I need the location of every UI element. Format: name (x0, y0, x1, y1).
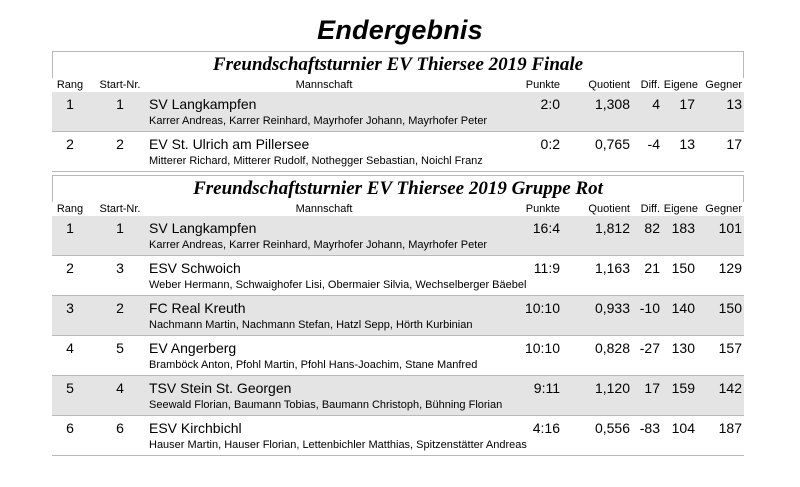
own-score: 130 (671, 340, 695, 356)
own-score: 150 (671, 260, 695, 276)
own-score: 183 (671, 220, 695, 236)
own-score: 104 (671, 420, 695, 436)
column-header-row (52, 78, 744, 92)
table-row (52, 216, 744, 256)
difference: 17 (644, 380, 660, 396)
opponent-score: 129 (718, 260, 742, 276)
player-list: Mitterer Richard, Mitterer Rudolf, Nothegger Sebastian, Noichl Franz (149, 155, 483, 167)
difference: -10 (639, 300, 660, 316)
difference: -4 (647, 136, 660, 152)
start-number: 3 (116, 260, 124, 276)
start-number: 2 (116, 300, 124, 316)
points: 10:10 (524, 340, 560, 356)
header-gegner: Gegner (705, 79, 742, 91)
team-name: TSV Stein St. Georgen (149, 380, 292, 396)
opponent-score: 150 (718, 300, 742, 316)
section-title: Freundschaftsturnier EV Thiersee 2019 Finale (52, 51, 744, 78)
difference: 21 (644, 260, 660, 276)
team-name: ESV Kirchbichl (149, 420, 242, 436)
header-eigene: Eigene (663, 203, 698, 215)
team-name: SV Langkampfen (149, 220, 257, 236)
rank: 2 (66, 136, 74, 152)
points: 9:11 (533, 380, 560, 396)
start-number: 4 (116, 380, 124, 396)
rank: 1 (66, 220, 74, 236)
points: 2:0 (540, 96, 560, 112)
start-number: 5 (116, 340, 124, 356)
header-eigene: Eigene (663, 79, 698, 91)
difference: -83 (639, 420, 660, 436)
start-number: 1 (116, 96, 124, 112)
team-name: FC Real Kreuth (149, 300, 246, 316)
section-finale (52, 51, 744, 172)
start-number: 6 (116, 420, 124, 436)
quotient: 0,765 (594, 136, 630, 152)
rank: 2 (66, 260, 74, 276)
quotient: 1,812 (594, 220, 630, 236)
start-number: 2 (116, 136, 124, 152)
table-row (52, 296, 744, 336)
column-header-row (52, 202, 744, 216)
player-list: Bramböck Anton, Pfohl Martin, Pfohl Hans-Joachim, Stane Manfred (149, 359, 478, 371)
team-name: EV St. Ulrich am Pillersee (149, 136, 310, 152)
table-row (52, 132, 744, 172)
header-mannschaft: Mannschaft (295, 79, 353, 91)
section-title: Freundschaftsturnier EV Thiersee 2019 Gruppe Rot (52, 175, 744, 202)
table-row (52, 256, 744, 296)
rank: 3 (66, 300, 74, 316)
header-diff: Diff. (640, 203, 660, 215)
difference: 4 (652, 96, 660, 112)
player-list: Weber Hermann, Schwaighofer Lisi, Obermaier Silvia, Wechselberger Bäebel (149, 279, 527, 291)
rank: 1 (66, 96, 74, 112)
start-number: 1 (116, 220, 124, 236)
header-quotient: Quotient (588, 203, 630, 215)
player-list: Nachmann Martin, Nachmann Stefan, Hatzl Sepp, Hörth Kurbinian (149, 319, 473, 331)
header-gegner: Gegner (705, 203, 742, 215)
own-score: 13 (679, 136, 695, 152)
quotient: 1,163 (594, 260, 630, 276)
rank: 5 (66, 380, 74, 396)
quotient: 1,120 (594, 380, 630, 396)
rank: 4 (66, 340, 74, 356)
own-score: 140 (671, 300, 695, 316)
opponent-score: 157 (718, 340, 742, 356)
rank: 6 (66, 420, 74, 436)
header-rang: Rang (56, 79, 84, 91)
page-title: Endergebnis (317, 15, 483, 45)
points: 16:4 (532, 220, 560, 236)
quotient: 1,308 (594, 96, 630, 112)
opponent-score: 17 (726, 136, 742, 152)
difference: -27 (639, 340, 660, 356)
header-start-nr: Start-Nr. (99, 79, 141, 91)
table-row (52, 336, 744, 376)
opponent-score: 13 (726, 96, 742, 112)
player-list: Karrer Andreas, Karrer Reinhard, Mayrhofer Johann, Mayrhofer Peter (149, 239, 488, 251)
team-name: ESV Schwoich (149, 260, 241, 276)
header-rang: Rang (56, 203, 84, 215)
points: 4:16 (532, 420, 560, 436)
player-list: Hauser Martin, Hauser Florian, Lettenbichler Matthias, Spitzenstätter Andreas (149, 439, 527, 451)
quotient: 0,933 (594, 300, 630, 316)
points: 0:2 (540, 136, 560, 152)
points: 11:9 (533, 260, 560, 276)
points: 10:10 (524, 300, 560, 316)
opponent-score: 187 (718, 420, 742, 436)
table-row (52, 92, 744, 132)
header-punkte: Punkte (525, 79, 560, 91)
header-quotient: Quotient (588, 79, 630, 91)
opponent-score: 142 (718, 380, 742, 396)
quotient: 0,828 (594, 340, 630, 356)
opponent-score: 101 (718, 220, 742, 236)
own-score: 17 (679, 96, 695, 112)
team-name: EV Angerberg (149, 340, 237, 356)
quotient: 0,556 (594, 420, 630, 436)
header-diff: Diff. (640, 79, 660, 91)
header-mannschaft: Mannschaft (295, 203, 353, 215)
section-gruppe-rot (52, 175, 744, 456)
player-list: Seewald Florian, Baumann Tobias, Baumann Christoph, Bühning Florian (149, 399, 503, 411)
header-start-nr: Start-Nr. (99, 203, 141, 215)
difference: 82 (644, 220, 660, 236)
table-row (52, 416, 744, 456)
table-row (52, 376, 744, 416)
team-name: SV Langkampfen (149, 96, 257, 112)
player-list: Karrer Andreas, Karrer Reinhard, Mayrhofer Johann, Mayrhofer Peter (149, 115, 488, 127)
own-score: 159 (671, 380, 695, 396)
header-punkte: Punkte (525, 203, 560, 215)
